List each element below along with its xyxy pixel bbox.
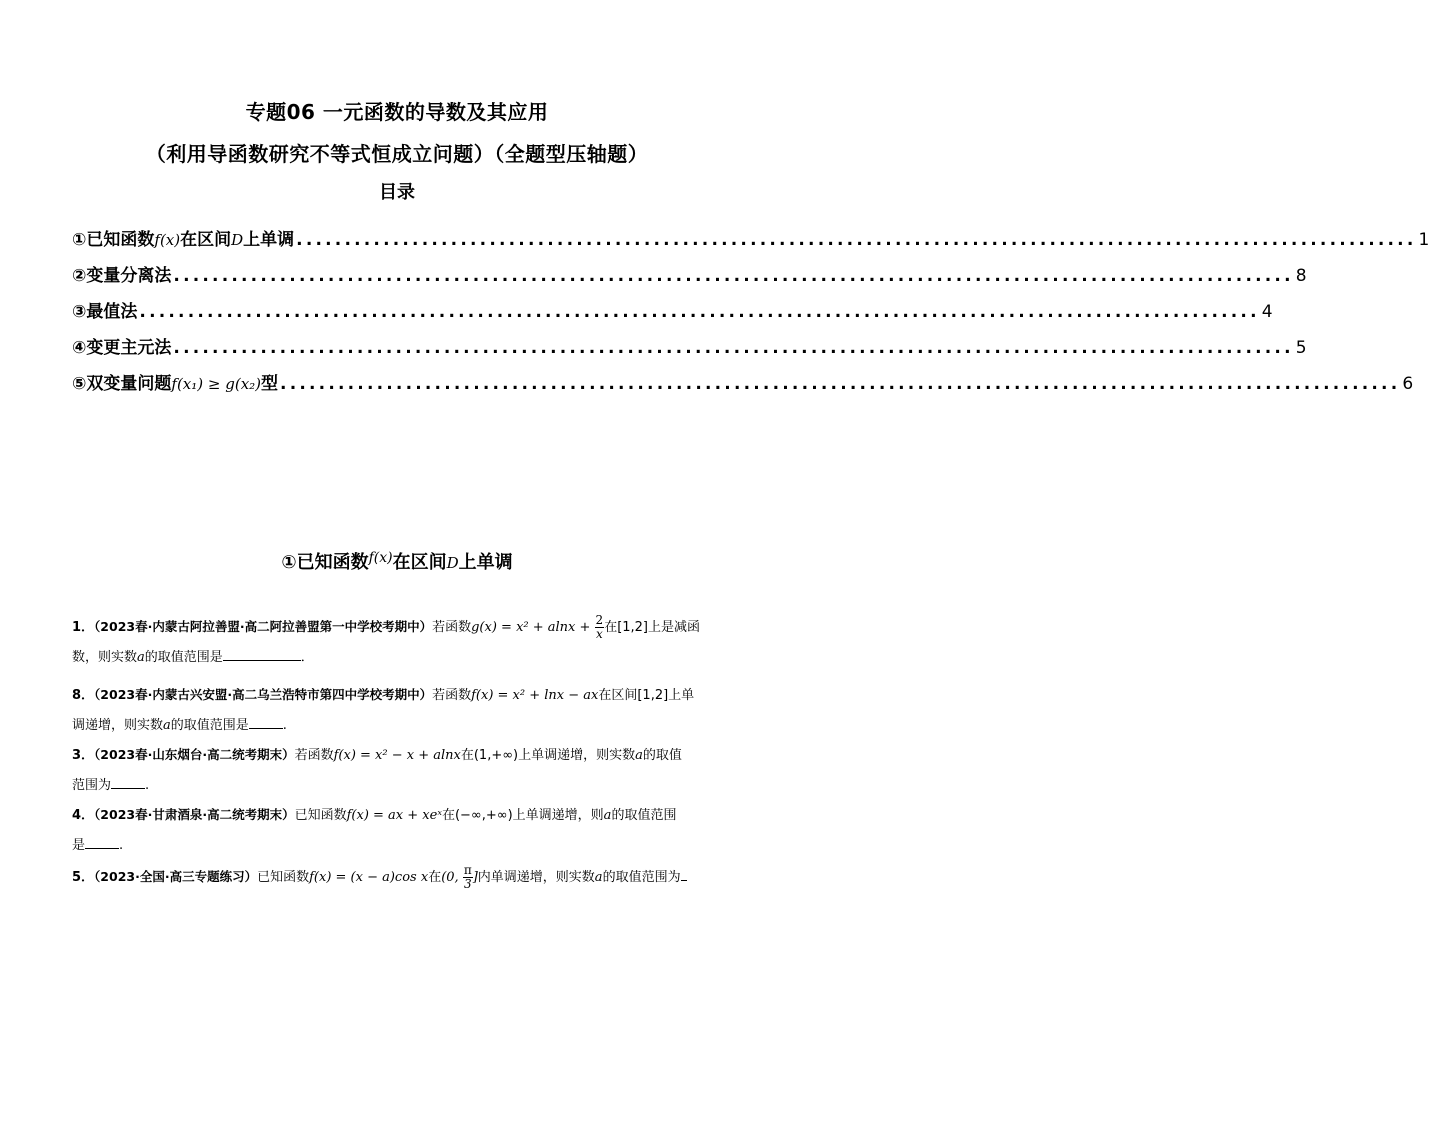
- question-1: 1．（2023春·内蒙古阿拉善盟·高二阿拉善盟第一中学校考期中）若函数g(x) = x² + alnx + $\frac{2}{x}$ 在[1,2]上是减函 数，则实数a的取值范围是 ．: [72, 613, 701, 665]
- toc-heading: 目录: [379, 182, 415, 203]
- answer-blank[interactable]: [85, 834, 119, 849]
- toc-leader-dots: ....................................................................................................................: [296, 230, 1417, 250]
- toc-leader-dots: ....................................................................................................................: [280, 374, 1401, 394]
- toc-item[interactable]: [72, 250, 1307, 286]
- toc-item-label: ③最值法: [72, 302, 138, 322]
- toc-page-number: 6: [1402, 374, 1414, 394]
- toc-item[interactable]: [72, 214, 1429, 250]
- answer-blank[interactable]: [249, 714, 283, 729]
- fraction: $\frac{\pi}{3}$: [463, 863, 472, 891]
- toc-item-label: ①已知函数f(x)在区间D上单调: [72, 230, 295, 250]
- question-5: 5．（2023·全国·高三专题练习）已知函数f(x) = (x − a)cos x在(0, $\frac{\pi}{3}$ ]内单调递增，则实数a的取值范围为: [72, 862, 722, 893]
- table-of-contents: [72, 214, 1429, 394]
- toc-page-number: 1: [1418, 230, 1429, 250]
- toc-item[interactable]: [72, 322, 1307, 358]
- document-subtitle: （利用导函数研究不等式恒成立问题）（全题型压轴题）: [145, 142, 649, 166]
- toc-item-label: ②变量分离法: [72, 266, 172, 286]
- toc-page-number: 5: [1295, 338, 1307, 358]
- toc-item-label: ④变更主元法: [72, 338, 172, 358]
- toc-page-number: 4: [1261, 302, 1273, 322]
- answer-blank[interactable]: [681, 866, 687, 881]
- toc-item-label: ⑤双变量问题f(x₁) ≥ g(x₂)型: [72, 374, 279, 394]
- question-4: 4．（2023春·甘肃酒泉·高二统考期末）已知函数f(x) = ax + xeˣ在(−∞,+∞)上单调递增，则a的取值范围 是 .: [72, 807, 677, 853]
- section-heading: ①已知函数$^{f(x)}$在区间D上单调: [281, 550, 513, 573]
- question-8: 8．（2023春·内蒙古兴安盟·高二乌兰浩特市第四中学校考期中）若函数f(x) = x² + lnx − ax在区间[1,2]上单 调递增，则实数a的取值范围是 .: [72, 687, 695, 733]
- toc-leader-dots: ....................................................................................................................: [139, 302, 1260, 322]
- toc-leader-dots: ....................................................................................................................: [173, 266, 1294, 286]
- document-title: 专题06 一元函数的导数及其应用: [245, 100, 549, 124]
- fraction: $\frac{2}{x}$: [595, 613, 604, 641]
- toc-page-number: 8: [1295, 266, 1307, 286]
- answer-blank[interactable]: [111, 774, 145, 789]
- toc-item[interactable]: [72, 358, 1414, 394]
- answer-blank[interactable]: [223, 646, 301, 661]
- question-3: 3．（2023春·山东烟台·高二统考期末）若函数f(x) = x² − x + alnx在(1,+∞)上单调递增，则实数a的取值 范围为 .: [72, 747, 682, 793]
- toc-item[interactable]: [72, 286, 1273, 322]
- toc-leader-dots: ....................................................................................................................: [173, 338, 1294, 358]
